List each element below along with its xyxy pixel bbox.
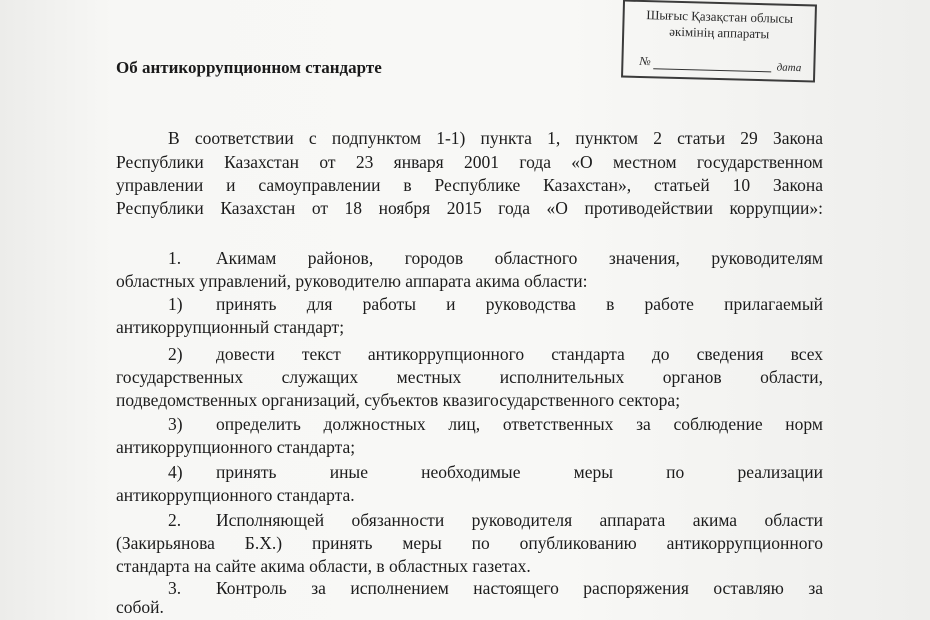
stamp-org-line1: Шығыс Қазақстан облысы: [646, 7, 794, 26]
item-2-line: стандарта на сайте акима области, в областных газетах.: [116, 556, 531, 576]
item-3-text: Контроль за исполнением настоящего распоряжения оставляю за: [216, 578, 823, 598]
subitem-2-number: 2): [168, 344, 183, 364]
item-2-text: Исполняющей обязанности руководителя аппарата акима области: [216, 510, 823, 530]
subitem-1-number: 1): [168, 294, 183, 314]
item-1-line: областных управлений, руководителю аппарата акима области:: [116, 271, 588, 291]
subitem-3-line: антикоррупционного стандарта;: [116, 437, 356, 457]
subitem-2-line: государственных служащих местных исполнительных органов области,: [116, 367, 823, 387]
subitem-4-line: [116, 462, 823, 483]
registration-stamp: [621, 0, 817, 83]
subitem-3-number: 3): [168, 414, 183, 434]
stamp-number-label: №: [639, 53, 651, 69]
document-title: Об антикоррупционном стандарте: [116, 58, 382, 77]
preamble-line: Республики Казахстан от 23 января 2001 года «О местном государственном: [116, 152, 823, 172]
item-1-text: Акимам районов, городов областного значения, руководителям: [216, 248, 823, 268]
item-2-line: (Закирьянова Б.Х.) принять меры по опубликованию антикоррупционного: [116, 533, 823, 553]
stamp-org-line2: әкімінің аппараты: [669, 23, 770, 42]
stamp-date-label: дата: [776, 61, 802, 75]
item-2-line: [116, 510, 823, 531]
item-2-number: 2.: [168, 510, 182, 530]
item-3-line: [116, 578, 823, 599]
stamp-number-rule: [653, 68, 771, 72]
subitem-2-text: довести текст антикоррупционного стандарта до сведения всех: [216, 344, 823, 364]
subitem-3-line: [116, 414, 823, 435]
item-1-line: [116, 248, 823, 269]
subitem-4-text: принять иные необходимые меры по реализации: [216, 462, 823, 482]
preamble-line: Республики Казахстан от 18 ноября 2015 года «О противодействии коррупции»:: [116, 198, 823, 218]
preamble-line: В соответствии с подпунктом 1-1) пункта 1, пунктом 2 статьи 29 Закона: [168, 128, 823, 148]
subitem-1-text: принять для работы и руководства в работе прилагаемый: [216, 294, 823, 314]
subitem-2-line: подведомственных организаций, субъектов квазигосударственного сектора;: [116, 390, 681, 410]
subitem-4-line: антикоррупционного стандарта.: [116, 485, 355, 505]
subitem-2-line: [116, 344, 823, 365]
item-3-number: 3.: [168, 578, 182, 598]
preamble-line: управлении и самоуправлении в Республике Казахстан», статьей 10 Закона: [116, 175, 823, 195]
subitem-1-line: [116, 294, 823, 315]
item-1-number: 1.: [168, 248, 182, 268]
subitem-3-text: определить должностных лиц, ответственных за соблюдение норм: [216, 414, 823, 434]
subitem-1-line: антикоррупционный стандарт;: [116, 317, 345, 337]
subitem-4-number: 4): [168, 462, 183, 482]
item-3-line: собой.: [116, 597, 164, 617]
